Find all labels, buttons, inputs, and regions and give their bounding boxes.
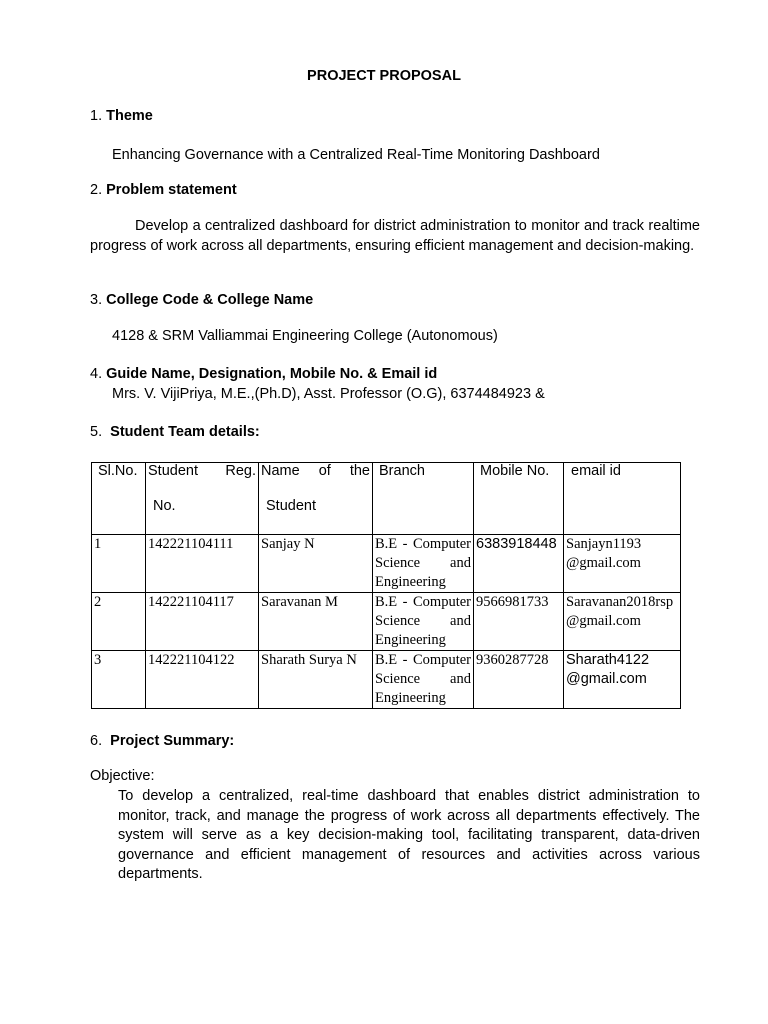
header-branch: Branch (373, 463, 474, 535)
cell-reg-no: 142221104122 (146, 651, 259, 709)
objective-label: Objective: (90, 768, 155, 784)
header-slno: Sl.No. (92, 463, 146, 535)
cell-name: Sharath Surya N (259, 651, 373, 709)
section-heading-theme: 1. Theme (90, 108, 153, 124)
document-title: PROJECT PROPOSAL (307, 68, 461, 84)
cell-branch: B.E - Computer Science and Engineering (373, 593, 474, 651)
cell-mobile: 9566981733 (474, 593, 564, 651)
table-row (92, 535, 681, 593)
cell-email: Sanjayn1193 @gmail.com (564, 535, 681, 593)
guide-text: Mrs. V. VijiPriya, M.E.,(Ph.D), Asst. Professor (O.G), 6374484923 & (112, 386, 545, 402)
cell-slno: 3 (92, 651, 146, 709)
objective-text: To develop a centralized, real-time dashboard that enables district administration to monitor, track, and manage the progress of work across all departments effectively. The system will serve as a key decision-making tool, facilitating transparent, data-driven governance and efficient management of resources and activities across various departments. (118, 788, 700, 882)
student-team-table (91, 462, 681, 709)
cell-branch: B.E - Computer Science and Engineering (373, 535, 474, 593)
cell-name: Sanjay N (259, 535, 373, 593)
theme-text: Enhancing Governance with a Centralized Real-Time Monitoring Dashboard (112, 147, 600, 163)
college-text: 4128 & SRM Valliammai Engineering College (Autonomous) (112, 328, 498, 344)
section-heading-college: 3. College Code & College Name (90, 292, 314, 308)
problem-text: Develop a centralized dashboard for district administration to monitor and track realtime progress of work across all departments, ensuring efficient management and decision-making. (90, 218, 700, 254)
cell-mobile: 6383918448 (474, 535, 564, 593)
cell-slno: 2 (92, 593, 146, 651)
header-student-name: Name of the Student (259, 463, 373, 535)
cell-name: Saravanan M (259, 593, 373, 651)
cell-email: Saravanan2018rsp @gmail.com (564, 593, 681, 651)
cell-reg-no: 142221104111 (146, 535, 259, 593)
header-mobile: Mobile No. (474, 463, 564, 535)
cell-reg-no: 142221104117 (146, 593, 259, 651)
section-heading-guide: 4. Guide Name, Designation, Mobile No. & Email id (90, 366, 438, 382)
header-reg-no: Student Reg. No. (146, 463, 259, 535)
cell-mobile: 9360287728 (474, 651, 564, 709)
cell-email: Sharath4122 @gmail.com (564, 651, 681, 709)
table-row (92, 593, 681, 651)
section-heading-team: 5. Student Team details: (90, 424, 260, 440)
table-header-row (92, 463, 681, 535)
header-email: email id (564, 463, 681, 535)
section-heading-summary: 6. Project Summary: (90, 733, 235, 749)
section-heading-problem: 2. Problem statement (90, 182, 237, 198)
cell-slno: 1 (92, 535, 146, 593)
table-row (92, 651, 681, 709)
cell-branch: B.E - Computer Science and Engineering (373, 651, 474, 709)
